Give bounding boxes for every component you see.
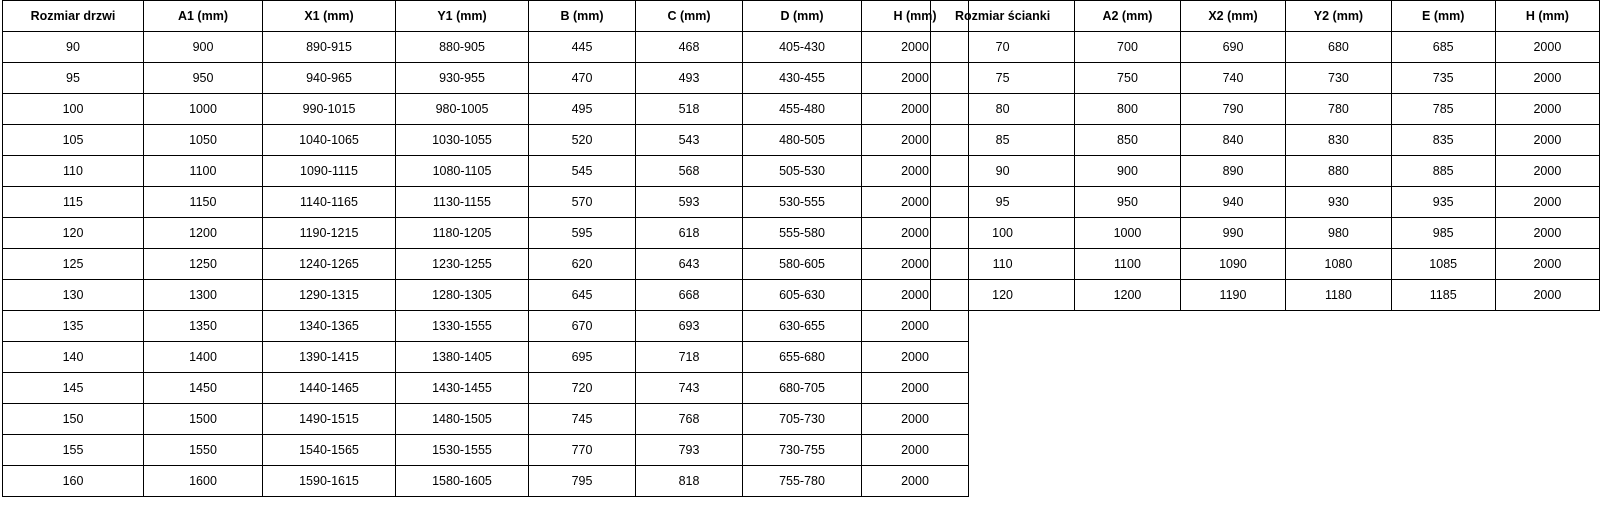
walls-table-cell: 2000 [1495,94,1599,125]
doors-table-cell: 1590-1615 [263,466,396,497]
doors-table-cell: 1190-1215 [263,218,396,249]
doors-table-cell: 950 [144,63,263,94]
table-row [3,63,969,94]
walls-table-header [931,1,1600,32]
table-row [3,342,969,373]
doors-table-column-header: B (mm) [529,1,636,32]
doors-table-cell: 1350 [144,311,263,342]
doors-table-cell: 518 [636,94,743,125]
table-row [3,280,969,311]
doors-table-cell: 1300 [144,280,263,311]
table-row [3,32,969,63]
doors-table-cell: 1050 [144,125,263,156]
doors-table-cell: 1000 [144,94,263,125]
doors-table-cell: 795 [529,466,636,497]
walls-table-cell: 100 [931,218,1075,249]
doors-table-cell: 135 [3,311,144,342]
table-row [3,435,969,466]
doors-table-cell: 405-430 [743,32,862,63]
doors-table-cell: 770 [529,435,636,466]
walls-table-cell: 110 [931,249,1075,280]
table-row [931,218,1600,249]
walls-table-cell: 680 [1286,32,1391,63]
walls-table-cell: 120 [931,280,1075,311]
doors-table-cell: 480-505 [743,125,862,156]
doors-table-cell: 1100 [144,156,263,187]
doors-table-cell: 90 [3,32,144,63]
doors-table-column-header: C (mm) [636,1,743,32]
doors-table-cell: 543 [636,125,743,156]
walls-table-cell: 1190 [1180,280,1285,311]
walls-table-cell: 80 [931,94,1075,125]
table-row [3,311,969,342]
doors-table-cell: 2000 [862,156,969,187]
doors-table-cell: 468 [636,32,743,63]
doors-table-cell: 150 [3,404,144,435]
table-row [3,404,969,435]
walls-table-cell: 830 [1286,125,1391,156]
table-row [931,249,1600,280]
doors-table-cell: 605-630 [743,280,862,311]
table-row [3,218,969,249]
doors-table-cell: 120 [3,218,144,249]
doors-table-cell: 1130-1155 [396,187,529,218]
table-row [3,94,969,125]
table-row [931,63,1600,94]
doors-table-cell: 630-655 [743,311,862,342]
walls-table-cell: 1185 [1391,280,1495,311]
walls-table-cell: 2000 [1495,32,1599,63]
doors-table-cell: 505-530 [743,156,862,187]
doors-table-column-header: Y1 (mm) [396,1,529,32]
walls-table-cell: 2000 [1495,156,1599,187]
walls-table-cell: 900 [1075,156,1181,187]
walls-table-cell: 1100 [1075,249,1181,280]
doors-table-cell: 530-555 [743,187,862,218]
doors-table-cell: 1150 [144,187,263,218]
walls-table-cell: 980 [1286,218,1391,249]
doors-table-cell: 818 [636,466,743,497]
walls-table-cell: 1080 [1286,249,1391,280]
walls-table-cell: 890 [1180,156,1285,187]
doors-table-cell: 980-1005 [396,94,529,125]
doors-table-cell: 495 [529,94,636,125]
doors-table-cell: 1600 [144,466,263,497]
walls-table-cell: 2000 [1495,125,1599,156]
doors-table-cell: 890-915 [263,32,396,63]
doors-table-cell: 668 [636,280,743,311]
doors-table-cell: 140 [3,342,144,373]
doors-table-cell: 680-705 [743,373,862,404]
doors-table-cell: 493 [636,63,743,94]
doors-table-cell: 793 [636,435,743,466]
doors-table-cell: 100 [3,94,144,125]
doors-table-cell: 593 [636,187,743,218]
doors-table-cell: 1280-1305 [396,280,529,311]
doors-table-cell: 768 [636,404,743,435]
doors-table-cell: 520 [529,125,636,156]
walls-table-column-header: E (mm) [1391,1,1495,32]
doors-table-cell: 705-730 [743,404,862,435]
walls-table-cell: 90 [931,156,1075,187]
walls-table-cell: 850 [1075,125,1181,156]
doors-table-cell: 160 [3,466,144,497]
doors-table-cell: 745 [529,404,636,435]
doors-table-cell: 2000 [862,311,969,342]
table-row [3,187,969,218]
doors-table-cell: 2000 [862,32,969,63]
doors-table-cell: 2000 [862,63,969,94]
walls-table-cell: 790 [1180,94,1285,125]
walls-table-cell: 1200 [1075,280,1181,311]
doors-table-cell: 720 [529,373,636,404]
walls-table-cell: 835 [1391,125,1495,156]
doors-table-cell: 1030-1055 [396,125,529,156]
doors-table-cell: 2000 [862,435,969,466]
doors-table-column-header: A1 (mm) [144,1,263,32]
walls-table-cell: 750 [1075,63,1181,94]
doors-table-column-header: X1 (mm) [263,1,396,32]
table-header-row [3,1,969,32]
walls-table-cell: 1085 [1391,249,1495,280]
doors-table-cell: 693 [636,311,743,342]
walls-table-column-header: Y2 (mm) [1286,1,1391,32]
walls-table-cell: 930 [1286,187,1391,218]
doors-table-cell: 1530-1555 [396,435,529,466]
doors-table-header [3,1,969,32]
walls-table-column-header: X2 (mm) [1180,1,1285,32]
walls-table-cell: 740 [1180,63,1285,94]
doors-table-cell: 1200 [144,218,263,249]
doors-table-column-header: Rozmiar drzwi [3,1,144,32]
doors-table-cell: 470 [529,63,636,94]
doors-table-cell: 595 [529,218,636,249]
walls-table-cell: 950 [1075,187,1181,218]
table-row [931,125,1600,156]
doors-table-cell: 2000 [862,404,969,435]
doors-table-cell: 105 [3,125,144,156]
doors-table-cell: 125 [3,249,144,280]
doors-dimensions-table [2,0,969,497]
walls-table-cell: 985 [1391,218,1495,249]
walls-table-cell: 880 [1286,156,1391,187]
doors-table-cell: 900 [144,32,263,63]
doors-table-cell: 2000 [862,373,969,404]
doors-table-cell: 670 [529,311,636,342]
table-row [931,94,1600,125]
walls-table-cell: 1000 [1075,218,1181,249]
doors-table-cell: 555-580 [743,218,862,249]
doors-table-cell: 455-480 [743,94,862,125]
doors-table-cell: 1340-1365 [263,311,396,342]
walls-dimensions-table [930,0,1600,311]
doors-table-cell: 643 [636,249,743,280]
walls-table-column-header: A2 (mm) [1075,1,1181,32]
doors-table-cell: 1040-1065 [263,125,396,156]
table-row [3,156,969,187]
walls-table-cell: 780 [1286,94,1391,125]
walls-table-cell: 730 [1286,63,1391,94]
doors-table-cell: 1330-1555 [396,311,529,342]
walls-table-cell: 1180 [1286,280,1391,311]
walls-table-cell: 685 [1391,32,1495,63]
doors-table-cell: 1380-1405 [396,342,529,373]
doors-table-cell: 990-1015 [263,94,396,125]
doors-table-cell: 1230-1255 [396,249,529,280]
walls-table-cell: 2000 [1495,63,1599,94]
doors-table-cell: 1490-1515 [263,404,396,435]
walls-table-column-header: Rozmiar ścianki [931,1,1075,32]
doors-table-cell: 1250 [144,249,263,280]
walls-table-body [931,32,1600,311]
doors-table-cell: 2000 [862,342,969,373]
doors-table-cell: 115 [3,187,144,218]
table-row [931,280,1600,311]
doors-table-cell: 568 [636,156,743,187]
doors-table-column-header: H (mm) [862,1,969,32]
doors-table-cell: 730-755 [743,435,862,466]
doors-table-cell: 2000 [862,187,969,218]
walls-table-cell: 690 [1180,32,1285,63]
doors-table-cell: 1140-1165 [263,187,396,218]
doors-table-cell: 880-905 [396,32,529,63]
walls-table-cell: 2000 [1495,249,1599,280]
doors-table-cell: 620 [529,249,636,280]
walls-table-cell: 785 [1391,94,1495,125]
table-row [3,466,969,497]
doors-table-cell: 1180-1205 [396,218,529,249]
doors-table-cell: 580-605 [743,249,862,280]
doors-table-cell: 1440-1465 [263,373,396,404]
doors-table-cell: 1550 [144,435,263,466]
doors-table-cell: 1540-1565 [263,435,396,466]
doors-table-cell: 570 [529,187,636,218]
walls-table-cell: 700 [1075,32,1181,63]
doors-table-cell: 1090-1115 [263,156,396,187]
doors-table-cell: 2000 [862,466,969,497]
walls-table-column-header: H (mm) [1495,1,1599,32]
walls-table-cell: 800 [1075,94,1181,125]
walls-table-cell: 95 [931,187,1075,218]
doors-table-cell: 1080-1105 [396,156,529,187]
walls-table-cell: 885 [1391,156,1495,187]
walls-table-cell: 2000 [1495,218,1599,249]
doors-table-cell: 130 [3,280,144,311]
doors-table-cell: 145 [3,373,144,404]
table-row [931,187,1600,218]
table-row [931,32,1600,63]
table-row [3,125,969,156]
doors-table-cell: 1580-1605 [396,466,529,497]
doors-table-cell: 1400 [144,342,263,373]
walls-table-cell: 735 [1391,63,1495,94]
table-row [931,156,1600,187]
table-row [3,373,969,404]
walls-table-cell: 990 [1180,218,1285,249]
walls-table-cell: 2000 [1495,280,1599,311]
walls-table-cell: 940 [1180,187,1285,218]
doors-table-cell: 645 [529,280,636,311]
walls-table-cell: 85 [931,125,1075,156]
doors-table-cell: 95 [3,63,144,94]
doors-table-body [3,32,969,497]
doors-table-cell: 1450 [144,373,263,404]
walls-table-cell: 70 [931,32,1075,63]
doors-table-cell: 2000 [862,94,969,125]
doors-table-cell: 1480-1505 [396,404,529,435]
doors-table-cell: 755-780 [743,466,862,497]
doors-table-cell: 545 [529,156,636,187]
doors-table-cell: 930-955 [396,63,529,94]
walls-table-cell: 75 [931,63,1075,94]
doors-table-cell: 430-455 [743,63,862,94]
walls-table-cell: 840 [1180,125,1285,156]
doors-table-cell: 2000 [862,280,969,311]
doors-table-column-header: D (mm) [743,1,862,32]
doors-table-cell: 695 [529,342,636,373]
walls-table-cell: 935 [1391,187,1495,218]
doors-table-cell: 940-965 [263,63,396,94]
table-header-row [931,1,1600,32]
doors-table-cell: 2000 [862,218,969,249]
doors-dimensions-table-container [2,0,969,497]
doors-table-cell: 618 [636,218,743,249]
table-row [3,249,969,280]
walls-dimensions-table-container [930,0,1600,311]
doors-table-cell: 718 [636,342,743,373]
doors-table-cell: 2000 [862,249,969,280]
walls-table-cell: 2000 [1495,187,1599,218]
doors-table-cell: 110 [3,156,144,187]
doors-table-cell: 1290-1315 [263,280,396,311]
doors-table-cell: 2000 [862,125,969,156]
doors-table-cell: 1390-1415 [263,342,396,373]
doors-table-cell: 445 [529,32,636,63]
doors-table-cell: 655-680 [743,342,862,373]
walls-table-cell: 1090 [1180,249,1285,280]
doors-table-cell: 1500 [144,404,263,435]
doors-table-cell: 155 [3,435,144,466]
doors-table-cell: 1430-1455 [396,373,529,404]
doors-table-cell: 743 [636,373,743,404]
doors-table-cell: 1240-1265 [263,249,396,280]
